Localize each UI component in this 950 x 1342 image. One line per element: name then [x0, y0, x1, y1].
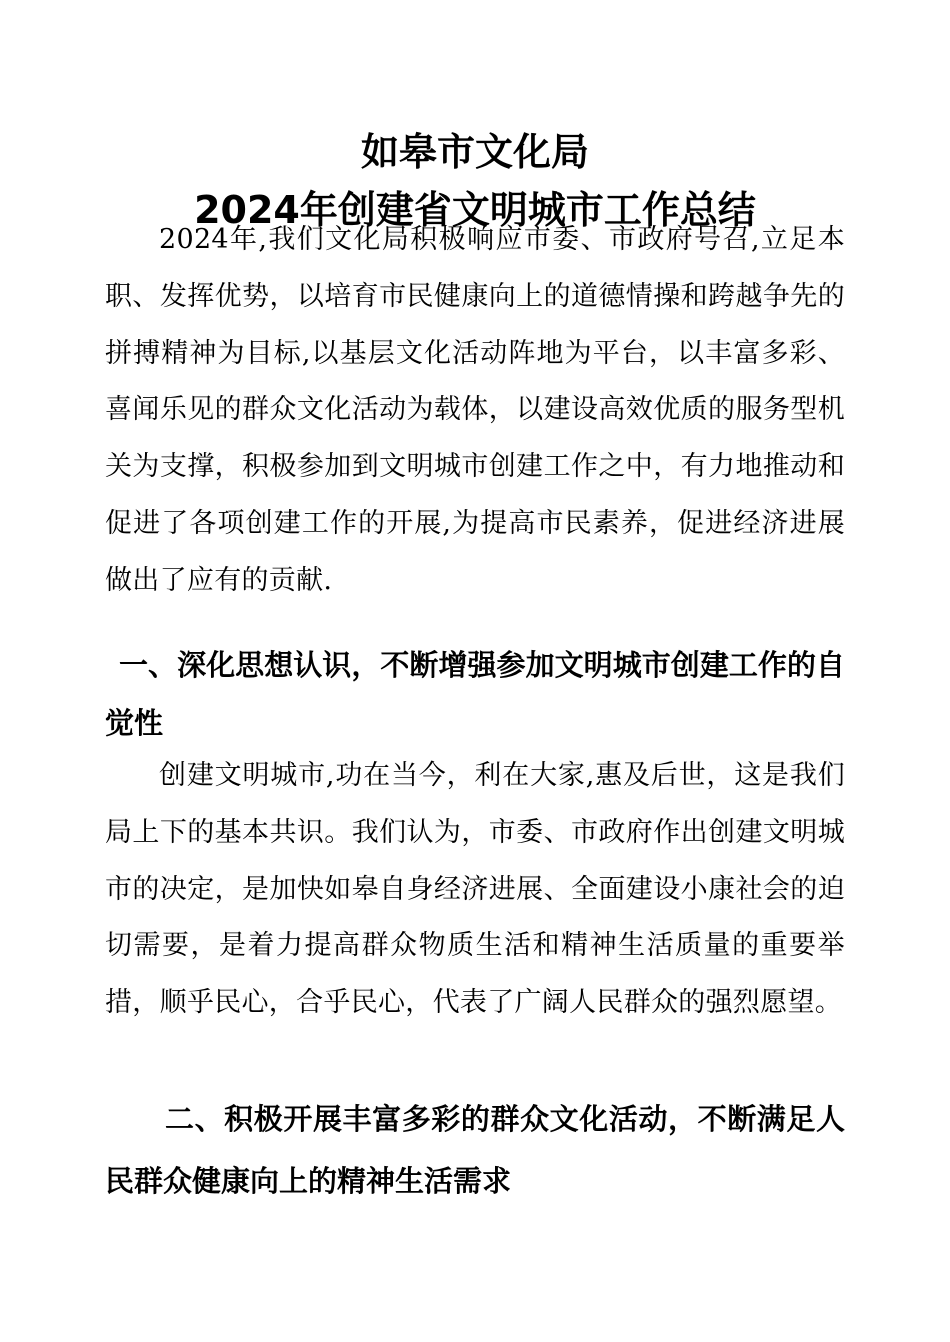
- section-heading-2: 二、积极开展丰富多彩的群众文化活动，不断满足人民群众健康向上的精神生活需求: [105, 1102, 845, 1198]
- section1-paragraph: 创建文明城市,功在当今，利在大家,惠及后世，这是我们局上下的基本共识。我们认为，市委、市政府作出创建文明城市的决定，是加快如皋自身经济进展、全面建设小康社会的迫切需要，是着力提高群众物质生活和精神生活质量的重要举措，顺乎民心，合乎民心，代表了广阔人民群众的强烈愿望。: [105, 760, 845, 1019]
- document-title-line1: 如皋市文化局: [360, 130, 589, 174]
- section-heading-1: 一、深化思想认识，不断增强参加文明城市创建工作的自觉性: [105, 648, 845, 740]
- document-title-line2: 2024年创建省文明城市工作总结: [194, 188, 756, 232]
- intro-paragraph: 2024年,我们文化局积极响应市委、市政府号召,立足本职、发挥优势，以培育市民健康向上的道德情操和跨越争先的拼搏精神为目标,以基层文化活动阵地为平台，以丰富多彩、喜闻乐见的群众文化活动为载体，以建设高效优质的服务型机关为支撑，积极参加到文明城市创建工作之中，有力地推动和促进了各项创建工作的开展,为提高市民素养，促进经济进展做出了应有的贡献.: [105, 224, 845, 596]
